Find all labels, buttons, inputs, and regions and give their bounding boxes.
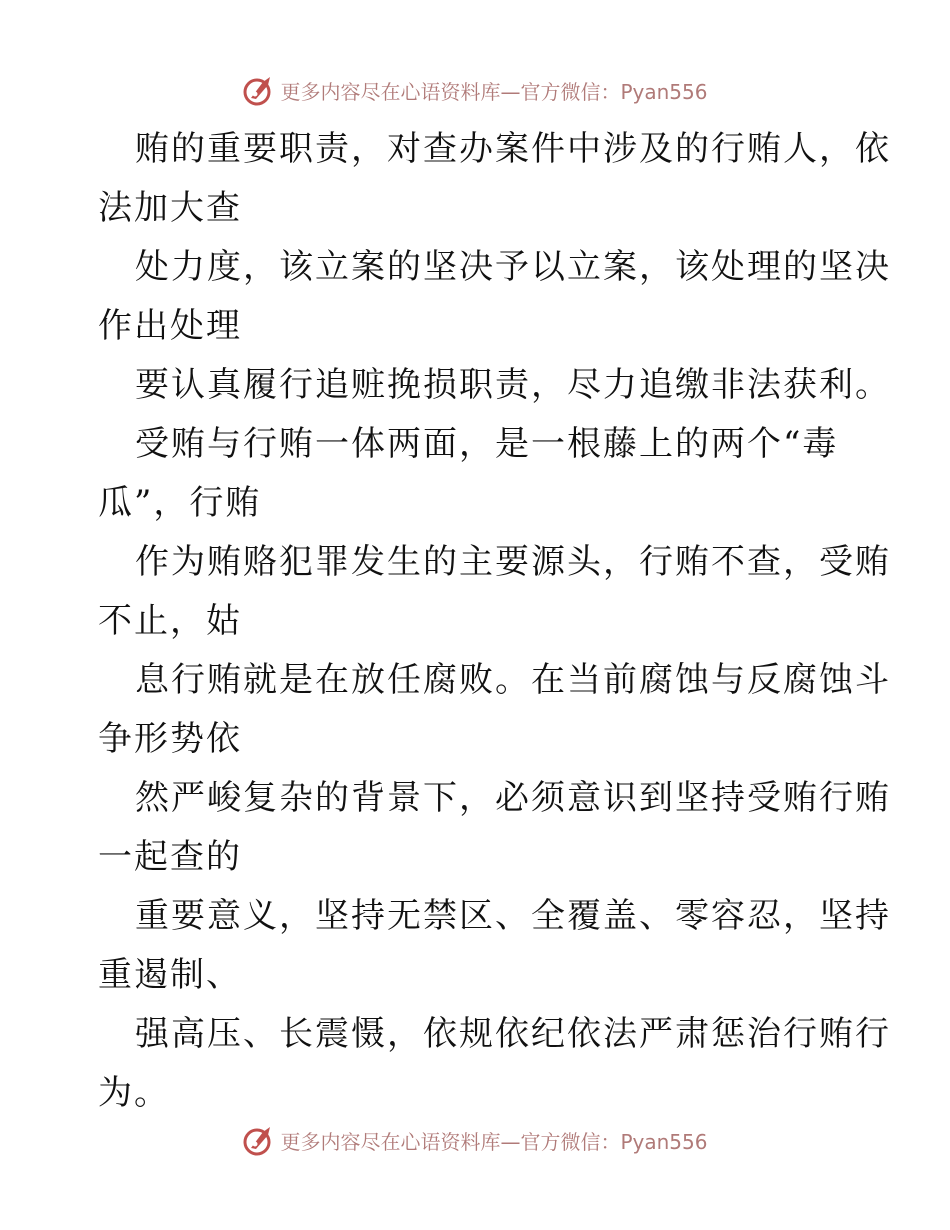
text-line: 重遏制、 — [98, 955, 242, 995]
text-line: 为。 — [98, 1073, 170, 1113]
text-line: 法加大查 — [98, 188, 242, 228]
text-line: 息行贿就是在放任腐败。在当前腐蚀与反腐蚀斗 — [135, 660, 891, 700]
text-line: 瓜”，行贿 — [98, 483, 262, 523]
text-line: 然严峻复杂的背景下，必须意识到坚持受贿行贿 — [135, 778, 891, 818]
text-line: 要认真履行追赃挽损职责，尽力追缴非法获利。 — [135, 365, 891, 405]
header-banner-text: 更多内容尽在心语资料库—官方微信：Pyan556 — [280, 79, 708, 104]
text-line: 作为贿赂犯罪发生的主要源头，行贿不查，受贿 — [135, 542, 891, 582]
pen-nib-logo-icon — [242, 73, 276, 107]
document-body — [98, 120, 891, 1123]
footer-banner-text: 更多内容尽在心语资料库—官方微信：Pyan556 — [280, 1129, 708, 1154]
text-line: 不止，姑 — [98, 601, 242, 641]
text-line: 一起查的 — [98, 837, 242, 877]
footer-banner — [0, 1120, 950, 1160]
text-line: 贿的重要职责，对查办案件中涉及的行贿人，依 — [135, 129, 891, 169]
text-line: 强高压、长震慑，依规依纪依法严肃惩治行贿行 — [135, 1014, 891, 1054]
text-line: 作出处理 — [98, 306, 242, 346]
text-line: 处力度，该立案的坚决予以立案，该处理的坚决 — [135, 247, 891, 287]
text-line: 受贿与行贿一体两面，是一根藤上的两个“毒 — [135, 424, 839, 464]
text-line: 重要意义，坚持无禁区、全覆盖、零容忍，坚持 — [135, 896, 891, 936]
header-banner — [0, 70, 950, 110]
text-line: 争形势依 — [98, 719, 242, 759]
pen-nib-logo-icon — [242, 1123, 276, 1157]
